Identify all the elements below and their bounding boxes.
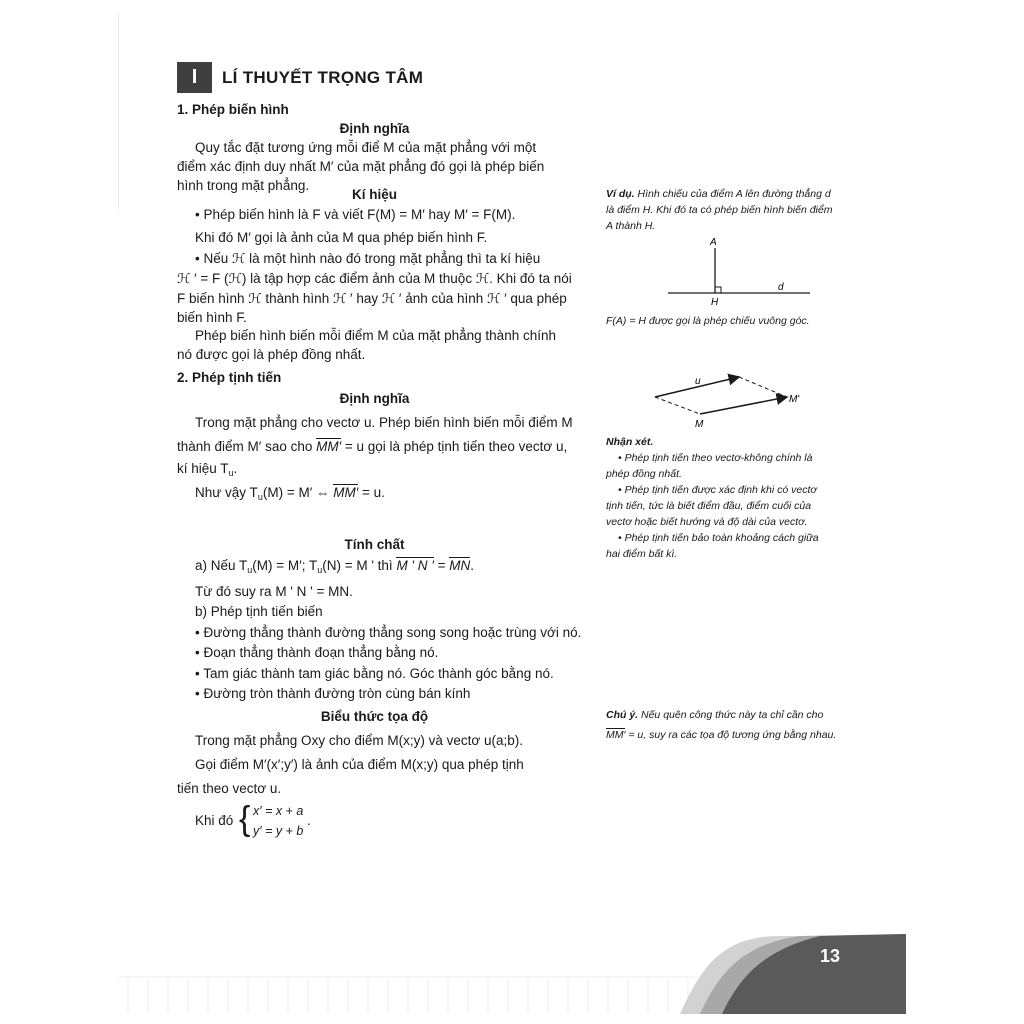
property-bullet: • Tam giác thành tam giác bằng nó. Góc thành góc bằng nó. bbox=[195, 666, 554, 681]
attention-line: MM′ = u, suy ra các tọa độ tương ứng bằng nhau. bbox=[606, 729, 837, 741]
heading-dinh-nghia-1: Định nghĩa bbox=[339, 121, 410, 136]
property-bullet: • Đường thẳng thành đường thẳng song song hoặc trùng với nó. bbox=[195, 625, 582, 640]
notation-line: • Nếu ℋ là một hình nào đó trong mặt phẳng thì ta kí hiệu bbox=[195, 251, 541, 266]
property-bullet: • Đoạn thẳng thành đoạn thẳng bằng nó. bbox=[195, 645, 439, 660]
property-line: b) Phép tịnh tiến biến bbox=[195, 604, 323, 619]
notation-line: • Phép biến hình là F và viết F(M) = M′ hay M′ = F(M). bbox=[195, 207, 516, 222]
coordinate-line: tiến theo vectơ u. bbox=[177, 781, 282, 796]
example-line: A thành H. bbox=[606, 220, 656, 232]
equation-x: x′ = x + a bbox=[253, 804, 304, 818]
right-angle-mark bbox=[715, 287, 721, 293]
section-number-badge: I bbox=[177, 62, 212, 93]
property-bullet: • Đường tròn thành đường tròn cùng bán kính bbox=[195, 686, 471, 701]
equation-y: y′ = y + b bbox=[253, 824, 304, 838]
identity-line: Phép biến hình biến mỗi điểm M của mặt phẳng thành chính bbox=[195, 328, 556, 343]
translation-def-line: Trong mặt phẳng cho vectơ u. Phép biến hình biến mỗi điểm M bbox=[195, 415, 573, 430]
section-title: LÍ THUYẾT TRỌNG TÂM bbox=[222, 68, 424, 87]
heading-tinh-chat: Tính chất bbox=[344, 537, 405, 552]
translation-def-line: kí hiệu $T_u$. bbox=[177, 461, 238, 478]
remark-line: vectơ hoặc biết hướng và độ dài của vectơ. bbox=[606, 516, 808, 528]
definition-line: điểm xác định duy nhất M′ của mặt phẳng đó gọi là phép biến bbox=[177, 159, 545, 174]
notation-line: ℋ ′ = F (ℋ) là tập hợp các điểm ảnh của M thuộc ℋ. Khi đó ta nói bbox=[177, 271, 572, 286]
coordinate-line: Trong mặt phẳng Oxy cho điểm M(x;y) và vectơ u(a;b). bbox=[195, 733, 523, 748]
notation-line: biến hình F. bbox=[177, 310, 247, 325]
remark-line: tịnh tiến, tức là biết điểm đầu, điểm cuối của bbox=[606, 500, 812, 512]
definition-line: hình trong mặt phẳng. bbox=[177, 178, 310, 193]
property-line: Từ đó suy ra M ' N ' = MN. bbox=[195, 584, 353, 599]
dashed-side bbox=[655, 397, 700, 414]
label-H: H bbox=[711, 297, 719, 308]
property-a: a) Nếu $T_u(M) = M'$; $T_u(N) = M$ ' thì M ' N ' = MN. bbox=[195, 558, 474, 575]
heading-ki-hieu: Kí hiệu bbox=[351, 187, 397, 202]
attention-note bbox=[606, 707, 851, 743]
notation-line: Khi đó M′ gọi là ảnh của M qua phép biến hình F. bbox=[195, 230, 488, 245]
heading-phep-bien-hinh: 1. Phép biến hình bbox=[177, 102, 289, 117]
remarks-note bbox=[606, 434, 851, 562]
khi-do-label: Khi đó bbox=[195, 813, 234, 828]
footer-wave-decoration bbox=[660, 930, 906, 1014]
notation-line: F biến hình ℋ thành hình ℋ ′ hay ℋ ′ ảnh của hình ℋ ′ qua phép bbox=[177, 291, 567, 306]
vector-mm-prime: MM′ bbox=[316, 437, 341, 457]
vector-mm-prime-arrow bbox=[700, 397, 787, 414]
example-note bbox=[606, 186, 851, 234]
label-M-prime: M′ bbox=[789, 394, 800, 405]
remark-line: • Phép tịnh tiến bảo toàn khoảng cách giữa bbox=[618, 532, 819, 544]
coordinate-line: Gọi điểm M′(x′;y′) là ảnh của điểm M(x;y) qua phép tịnh bbox=[195, 757, 524, 772]
heading-dinh-nghia-2: Định nghĩa bbox=[339, 391, 410, 406]
equation-period: . bbox=[307, 813, 311, 828]
label-A: A bbox=[710, 237, 717, 248]
definition-line: Quy tắc đặt tương ứng mỗi điể M của mặt phẳng với một bbox=[195, 140, 537, 155]
example-line: là điểm H. Khi đó ta có phép biến hình biến điểm bbox=[606, 204, 833, 216]
translation-formula: Như vậy $T_u(M) = M'$ ⇔ MM′ = u. bbox=[195, 485, 385, 502]
system-brace: { bbox=[239, 800, 251, 838]
remark-line: • Phép tịnh tiến theo vectơ-không chính là bbox=[618, 452, 813, 464]
projection-caption: F(A) = H được gọi là phép chiếu vuông góc. bbox=[606, 315, 810, 327]
label-u: u bbox=[695, 376, 701, 387]
dashed-side bbox=[739, 377, 787, 397]
heading-bieu-thuc-toa-do: Biểu thức tọa độ bbox=[320, 709, 429, 724]
remark-line: phép đồng nhất. bbox=[606, 468, 682, 480]
translation-def-line: thành điểm M′ sao cho MM′ = u gọi là phép tịnh tiến theo vectơ u, bbox=[177, 437, 567, 457]
page-edge-line bbox=[118, 14, 119, 209]
remarks-heading: Nhận xét. bbox=[606, 436, 654, 448]
page-number: 13 bbox=[820, 946, 841, 966]
remark-line: • Phép tịnh tiến được xác định khi có vectơ bbox=[618, 484, 817, 496]
label-d: d bbox=[778, 282, 784, 293]
attention-line: Chú ý. Nếu quên công thức này ta chỉ cần cho bbox=[606, 709, 824, 721]
identity-line: nó được gọi là phép đồng nhất. bbox=[177, 347, 366, 362]
remark-line: hai điểm bất kì. bbox=[606, 548, 678, 560]
projection-figure bbox=[660, 232, 830, 312]
translation-figure bbox=[645, 368, 815, 433]
example-line: Ví dụ. Hình chiếu của điểm A lên đường thẳng d bbox=[606, 188, 831, 200]
label-M: M bbox=[695, 419, 704, 430]
heading-phep-tinh-tien: 2. Phép tịnh tiến bbox=[177, 370, 282, 385]
